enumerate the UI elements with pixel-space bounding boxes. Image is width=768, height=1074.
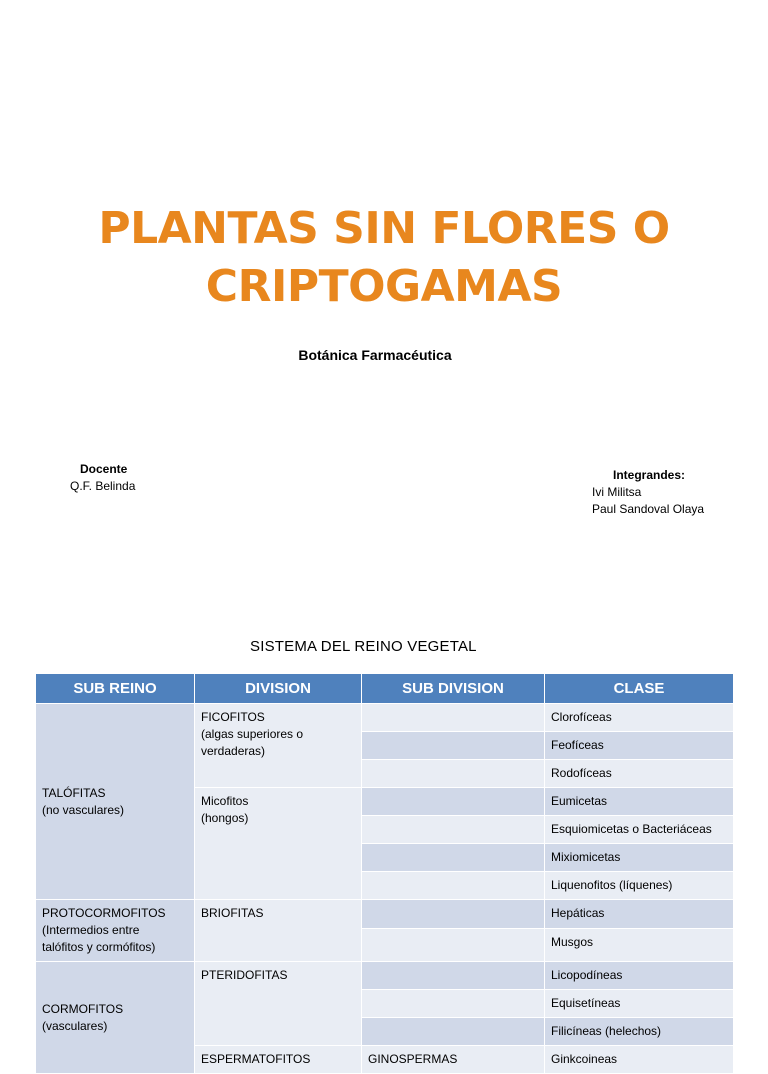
sub-division-cell bbox=[362, 816, 545, 844]
clase-cell: Musgos bbox=[545, 928, 734, 961]
title-line-1: PLANTAS SIN FLORES O bbox=[98, 203, 670, 254]
sub-division-cell bbox=[362, 928, 545, 961]
sub-division-cell bbox=[362, 872, 545, 900]
division-cell bbox=[195, 962, 362, 1046]
cell-line: BRIOFITAS bbox=[201, 906, 264, 920]
cell-line: (Intermedios entre bbox=[42, 923, 140, 937]
sub-division-cell bbox=[362, 704, 545, 732]
clase-cell: Mixiomicetas bbox=[545, 844, 734, 872]
division-cell bbox=[195, 900, 362, 962]
docente-name: Q.F. Belinda bbox=[70, 479, 136, 493]
table-row bbox=[36, 900, 734, 929]
cell-line: PROTOCORMOFITOS bbox=[42, 906, 166, 920]
sub-division-cell: GINOSPERMAS bbox=[362, 1046, 545, 1074]
table-row bbox=[36, 962, 734, 990]
docente-block bbox=[70, 461, 135, 495]
cell-line: CORMOFITOS bbox=[42, 1001, 124, 1016]
cell-line: (no vasculares) bbox=[42, 802, 125, 817]
clase-cell: Eumicetas bbox=[545, 788, 734, 816]
header-clase: CLASE bbox=[545, 674, 734, 704]
clase-cell: Filicíneas (helechos) bbox=[545, 1018, 734, 1046]
page-title bbox=[0, 200, 768, 316]
integrantes-block bbox=[592, 467, 704, 518]
cell-line: FICOFITOS bbox=[201, 710, 265, 724]
table-row bbox=[36, 704, 734, 732]
sub-division-cell bbox=[362, 1018, 545, 1046]
docente-label: Docente bbox=[80, 462, 128, 476]
cell-line: TALÓFITAS bbox=[42, 785, 106, 800]
sub-reino-cell bbox=[36, 900, 195, 962]
subtitle: Botánica Farmacéutica bbox=[298, 347, 452, 363]
reino-vegetal-table bbox=[35, 673, 734, 1074]
sub-division-cell bbox=[362, 962, 545, 990]
sub-division-cell bbox=[362, 760, 545, 788]
cell-line: verdaderas) bbox=[201, 744, 266, 758]
clase-cell: Liquenofitos (líquenes) bbox=[545, 872, 734, 900]
clase-cell: Equisetíneas bbox=[545, 990, 734, 1018]
table-header-row bbox=[36, 674, 734, 704]
integrante-name: Paul Sandoval Olaya bbox=[592, 502, 705, 516]
clase-cell: Esquiomicetas o Bacteriáceas bbox=[545, 816, 734, 844]
sub-division-cell bbox=[362, 788, 545, 816]
sub-division-cell bbox=[362, 900, 545, 929]
cell-line: (algas superiores o bbox=[201, 727, 304, 741]
sub-division-cell bbox=[362, 844, 545, 872]
cell-line: PTERIDOFITAS bbox=[201, 968, 288, 982]
integrante-name: Ivi Militsa bbox=[592, 485, 642, 499]
title-line-2: CRIPTOGAMAS bbox=[205, 261, 563, 312]
division-cell bbox=[195, 788, 362, 900]
sub-reino-cell bbox=[36, 704, 195, 900]
clase-cell: Rodofíceas bbox=[545, 760, 734, 788]
cell-line: (vasculares) bbox=[42, 1018, 108, 1033]
sub-reino-cell bbox=[36, 962, 195, 1074]
clase-cell: Ginkcoineas bbox=[545, 1046, 734, 1074]
cell-line: Micofitos bbox=[201, 794, 249, 808]
header-sub-division: SUB DIVISION bbox=[362, 674, 545, 704]
sub-division-cell bbox=[362, 732, 545, 760]
clase-cell: Licopodíneas bbox=[545, 962, 734, 990]
clase-cell: Feofíceas bbox=[545, 732, 734, 760]
clase-cell: Clorofíceas bbox=[545, 704, 734, 732]
sub-division-cell bbox=[362, 990, 545, 1018]
division-cell bbox=[195, 704, 362, 788]
integrantes-label: Integrandes: bbox=[613, 468, 686, 482]
division-cell bbox=[195, 1046, 362, 1074]
header-division: DIVISION bbox=[195, 674, 362, 704]
cell-line: talófitos y cormófitos) bbox=[42, 940, 156, 954]
section-title: SISTEMA DEL REINO VEGETAL bbox=[250, 638, 477, 655]
cell-line: (hongos) bbox=[201, 811, 249, 825]
cell-line: ESPERMATOFITOS bbox=[201, 1052, 311, 1066]
header-sub-reino: SUB REINO bbox=[36, 674, 195, 704]
clase-cell: Hepáticas bbox=[545, 900, 734, 929]
